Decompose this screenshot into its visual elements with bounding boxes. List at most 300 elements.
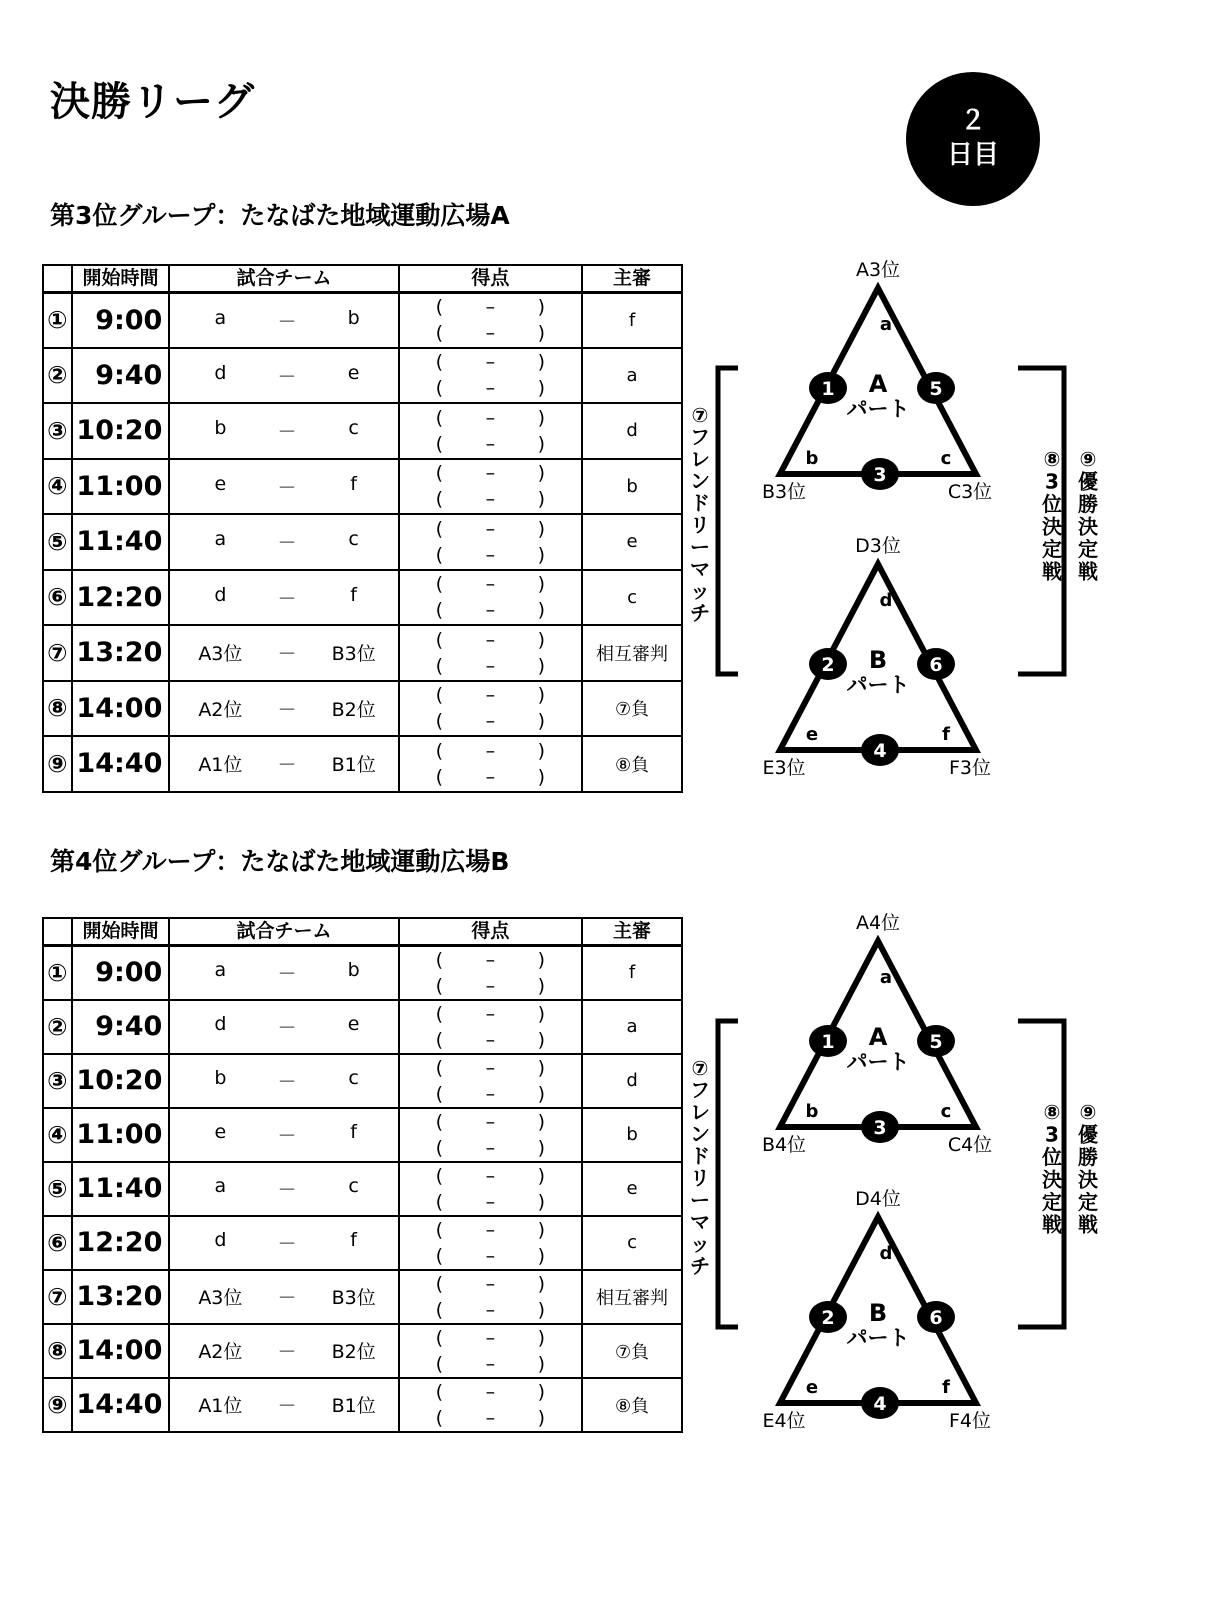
score-dash: –: [485, 1110, 496, 1133]
team-dash: －: [277, 754, 297, 777]
team-home: d: [214, 1229, 227, 1251]
score-line: [400, 320, 581, 346]
final-label-char: 決: [1078, 514, 1098, 539]
score-open-paren: (: [435, 462, 444, 485]
match-teams: [169, 1378, 398, 1432]
final-label-char: 定: [1078, 537, 1098, 561]
match-teams: [169, 403, 398, 459]
triangle-groups.1.diagram.part_b: [762, 1188, 991, 1432]
friendly-match-label-char: ⑦: [691, 1056, 709, 1080]
score-cell: [399, 459, 582, 515]
schedule-table-1: [42, 264, 683, 793]
score-dash: –: [485, 1244, 496, 1267]
score-cell: [399, 1108, 582, 1162]
score-close-paren: ): [537, 543, 546, 566]
score-cell: [399, 736, 582, 792]
friendly-match-label-char: フ: [690, 1078, 710, 1102]
part-letter: A: [868, 1023, 888, 1051]
score-dash: –: [485, 1164, 496, 1187]
header-referee: 主審: [582, 265, 682, 292]
score-open-paren: (: [435, 654, 444, 677]
score-line: [400, 682, 581, 708]
team-home: A3位: [198, 643, 243, 666]
team-away: B1位: [331, 754, 376, 777]
match-teams: [169, 1324, 398, 1378]
score-open-paren: (: [435, 1110, 444, 1133]
team-dash: －: [277, 1395, 297, 1417]
third-place-label-char: 決: [1042, 514, 1062, 539]
match-node-number: 3: [873, 464, 887, 486]
team-dash: －: [277, 532, 297, 555]
match-time: 9:00: [72, 292, 170, 348]
table-row: [43, 1162, 682, 1216]
score-line: [400, 349, 581, 375]
team-away: b: [347, 959, 360, 981]
table-row: [43, 1270, 682, 1324]
match-time: 14:00: [72, 681, 170, 737]
team-home: d: [214, 361, 227, 384]
team-away: B1位: [331, 1395, 376, 1417]
score-open-paren: (: [435, 974, 444, 997]
score-cell: [399, 1000, 582, 1054]
score-close-paren: ): [537, 1002, 546, 1025]
team-home: a: [214, 306, 227, 329]
team-dash: －: [277, 1071, 297, 1093]
score-open-paren: (: [435, 1164, 444, 1187]
part-letter: B: [868, 1299, 888, 1327]
bracket-diagram-2: [690, 912, 1120, 1455]
score-cell: [399, 403, 582, 459]
score-dash: –: [485, 1298, 496, 1321]
match-node-number: 4: [873, 1393, 887, 1415]
score-open-paren: (: [435, 543, 444, 566]
match-referee: d: [582, 1054, 682, 1108]
team-dash: －: [277, 310, 297, 333]
day-badge: [906, 72, 1040, 206]
part-letter: B: [868, 646, 888, 674]
team-away: f: [350, 1229, 357, 1251]
score-open-paren: (: [435, 1380, 444, 1403]
team-away: f: [350, 472, 357, 495]
score-close-paren: ): [537, 684, 546, 707]
match-node-number: 2: [821, 1307, 835, 1329]
score-cell: [399, 945, 582, 1000]
score-dash: –: [485, 296, 496, 318]
match-time: 13:20: [72, 1270, 170, 1324]
team-dash: －: [277, 698, 297, 721]
match-time: 14:00: [72, 1324, 170, 1378]
friendly-match-label-char: マ: [690, 557, 710, 581]
team-home: a: [214, 528, 227, 551]
score-open-paren: (: [435, 573, 444, 596]
score-line: [400, 1325, 581, 1351]
score-open-paren: (: [435, 517, 444, 540]
score-close-paren: ): [537, 1082, 546, 1105]
table-row: [43, 348, 682, 404]
table-row: [43, 403, 682, 459]
match-time: 14:40: [72, 736, 170, 792]
score-cell: [399, 1270, 582, 1324]
match-number: ⑦: [43, 1270, 72, 1324]
team-home: A3位: [198, 1287, 243, 1309]
match-time: 11:40: [72, 1162, 170, 1216]
score-cell: [399, 348, 582, 404]
score-line: [400, 1351, 581, 1377]
day-label: 日目: [946, 140, 999, 170]
score-close-paren: ): [537, 1136, 546, 1159]
match-number: ⑨: [43, 1378, 72, 1432]
team-away: c: [348, 1067, 359, 1089]
match-referee: 相互審判: [582, 1270, 682, 1324]
third-place-label-char: 定: [1042, 537, 1062, 561]
score-cell: [399, 1378, 582, 1432]
team-away: B3位: [331, 1287, 376, 1309]
score-close-paren: ): [537, 1056, 546, 1079]
friendly-match-label-char: ー: [690, 535, 710, 559]
match-node-number: 3: [873, 1117, 887, 1139]
match-number: ②: [43, 1000, 72, 1054]
team-dash: －: [277, 587, 297, 610]
match-referee: e: [582, 514, 682, 570]
score-close-paren: ): [537, 432, 546, 455]
team-label-left: E4位: [762, 1410, 806, 1432]
score-close-paren: ): [537, 1164, 546, 1187]
score-dash: –: [485, 765, 496, 788]
score-line: [400, 973, 581, 999]
team-home: e: [214, 472, 227, 495]
third-place-label-char: 戦: [1042, 1212, 1062, 1237]
edge-label: c: [940, 1101, 952, 1122]
score-close-paren: ): [537, 974, 546, 997]
triangle-groups.0.diagram.part_b: [762, 535, 991, 779]
match-number: ⑤: [43, 514, 72, 570]
score-dash: –: [485, 322, 496, 344]
edge-label: f: [942, 1377, 950, 1398]
match-teams: [169, 292, 398, 348]
score-line: [400, 1027, 581, 1053]
match-time: 9:40: [72, 348, 170, 404]
score-dash: –: [485, 739, 496, 762]
match-referee: ⑧負: [582, 1378, 682, 1432]
match-time: 9:40: [72, 1000, 170, 1054]
team-label-right: F3位: [948, 757, 992, 779]
final-label-char: ⑨: [1079, 1100, 1097, 1124]
friendly-match-label-char: チ: [690, 1254, 710, 1278]
match-referee: c: [582, 570, 682, 626]
score-open-paren: (: [435, 1272, 444, 1295]
score-cell: [399, 681, 582, 737]
friendly-match-label-char: ッ: [690, 579, 710, 603]
final-label-char: 定: [1078, 1190, 1098, 1214]
score-dash: –: [485, 1082, 496, 1105]
third-place-label-char: 戦: [1042, 559, 1062, 584]
score-cell: [399, 1324, 582, 1378]
score-open-paren: (: [435, 1028, 444, 1051]
match-time: 13:20: [72, 625, 170, 681]
score-line: [400, 764, 581, 790]
final-label-char: 戦: [1078, 1212, 1098, 1237]
header-score: 得点: [399, 265, 582, 292]
score-close-paren: ): [537, 488, 546, 511]
score-open-paren: (: [435, 599, 444, 622]
friendly-match-label-char: フ: [690, 425, 710, 449]
score-line: [400, 627, 581, 653]
edge-label: a: [879, 314, 893, 335]
score-line: [400, 947, 581, 973]
final-label-char: 戦: [1078, 559, 1098, 584]
score-dash: –: [485, 1352, 496, 1375]
score-line: [400, 1135, 581, 1161]
team-label-top: D4位: [855, 1188, 901, 1210]
score-close-paren: ): [537, 462, 546, 485]
score-open-paren: (: [435, 432, 444, 455]
score-open-paren: (: [435, 1244, 444, 1267]
team-dash: －: [277, 1017, 297, 1039]
final-label: [1078, 447, 1098, 584]
score-close-paren: ): [537, 1110, 546, 1133]
score-dash: –: [485, 543, 496, 566]
match-referee: ⑦負: [582, 1324, 682, 1378]
score-open-paren: (: [435, 1298, 444, 1321]
team-away: c: [348, 1175, 359, 1197]
score-close-paren: ): [537, 1298, 546, 1321]
match-teams: [169, 1108, 398, 1162]
header-teams: 試合チーム: [169, 918, 398, 945]
score-line: [400, 1055, 581, 1081]
score-close-paren: ): [537, 1028, 546, 1051]
match-time: 10:20: [72, 403, 170, 459]
score-open-paren: (: [435, 1352, 444, 1375]
group-title-1: 第3位グループ：たなばた地域運動広場A: [50, 201, 510, 230]
score-close-paren: ): [537, 765, 546, 788]
score-dash: –: [485, 517, 496, 540]
score-line: [400, 653, 581, 679]
team-home: a: [214, 959, 227, 981]
score-line: [400, 375, 581, 401]
match-referee: c: [582, 1216, 682, 1270]
score-line: [400, 542, 581, 568]
score-close-paren: ): [537, 654, 546, 677]
score-dash: –: [485, 1002, 496, 1025]
team-home: A2位: [198, 1341, 243, 1363]
score-dash: –: [485, 684, 496, 707]
team-label-top: D3位: [855, 535, 901, 557]
team-label-top: A4位: [855, 912, 901, 934]
score-line: [400, 1271, 581, 1297]
table-header-row: [43, 265, 682, 292]
final-label-char: 勝: [1078, 1145, 1098, 1169]
team-home: A1位: [198, 1395, 243, 1417]
score-open-paren: (: [435, 351, 444, 374]
team-away: B3位: [331, 643, 376, 666]
team-dash: －: [277, 1233, 297, 1255]
score-dash: –: [485, 1380, 496, 1403]
table-row: [43, 1324, 682, 1378]
team-home: A2位: [198, 698, 243, 721]
match-node-number: 6: [929, 654, 943, 676]
edge-label: d: [879, 1243, 893, 1264]
score-line: [400, 1001, 581, 1027]
score-line: [400, 431, 581, 457]
score-line: [400, 294, 581, 320]
match-number: ②: [43, 348, 72, 404]
team-away: B2位: [331, 698, 376, 721]
score-dash: –: [485, 654, 496, 677]
table-row: [43, 625, 682, 681]
score-close-paren: ): [537, 377, 546, 400]
edge-label: a: [879, 967, 893, 988]
score-line: [400, 1405, 581, 1431]
team-dash: －: [277, 1179, 297, 1201]
score-dash: –: [485, 710, 496, 733]
score-cell: [399, 570, 582, 626]
edge-label: b: [805, 448, 819, 469]
score-close-paren: ): [537, 1406, 546, 1429]
score-open-paren: (: [435, 1136, 444, 1159]
score-line: [400, 708, 581, 734]
score-close-paren: ): [537, 517, 546, 540]
match-node-number: 4: [873, 740, 887, 762]
score-open-paren: (: [435, 628, 444, 651]
score-line: [400, 1243, 581, 1269]
team-dash: －: [277, 963, 297, 985]
team-home: d: [214, 583, 227, 606]
score-line: [400, 1217, 581, 1243]
match-time: 11:00: [72, 1108, 170, 1162]
match-number: ①: [43, 945, 72, 1000]
score-close-paren: ): [537, 322, 546, 344]
part-word: パート: [846, 1050, 910, 1074]
team-away: e: [347, 361, 360, 384]
table-row: [43, 292, 682, 348]
score-close-paren: ): [537, 1244, 546, 1267]
final-label-char: 優: [1078, 469, 1098, 494]
score-line: [400, 1379, 581, 1405]
score-dash: –: [485, 1218, 496, 1241]
match-referee: a: [582, 348, 682, 404]
score-open-paren: (: [435, 377, 444, 400]
part-word: パート: [846, 673, 910, 697]
team-away: e: [347, 1013, 360, 1035]
match-teams: [169, 1162, 398, 1216]
left-bracket: [718, 1021, 738, 1327]
friendly-match-label-char: ド: [690, 1144, 710, 1168]
team-dash: －: [277, 1287, 297, 1309]
third-place-label-char: 位: [1042, 492, 1062, 516]
score-line: [400, 1297, 581, 1323]
edge-label: c: [940, 448, 952, 469]
match-teams: [169, 945, 398, 1000]
third-place-label: [1042, 447, 1062, 584]
header-score: 得点: [399, 918, 582, 945]
match-node-number: 1: [821, 378, 835, 400]
score-open-paren: (: [435, 296, 444, 318]
match-teams: [169, 625, 398, 681]
match-referee: f: [582, 945, 682, 1000]
match-number: ③: [43, 1054, 72, 1108]
score-line: [400, 571, 581, 597]
match-teams: [169, 570, 398, 626]
match-referee: b: [582, 459, 682, 515]
day-number: ２: [959, 106, 986, 136]
score-close-paren: ): [537, 599, 546, 622]
match-number: ③: [43, 403, 72, 459]
score-line: [400, 1081, 581, 1107]
final-label: [1078, 1100, 1098, 1237]
match-number: ⑥: [43, 1216, 72, 1270]
score-dash: –: [485, 628, 496, 651]
header-no: [43, 918, 72, 945]
score-dash: –: [485, 573, 496, 596]
score-close-paren: ): [537, 1190, 546, 1213]
third-place-label-char: 決: [1042, 1167, 1062, 1192]
triangle-groups.1.diagram.part_a: [762, 912, 992, 1156]
match-number: ⑤: [43, 1162, 72, 1216]
score-dash: –: [485, 432, 496, 455]
team-dash: －: [277, 643, 297, 666]
third-place-label-char: ⑧: [1043, 447, 1061, 471]
match-time: 12:20: [72, 1216, 170, 1270]
third-place-label-char: 定: [1042, 1190, 1062, 1214]
score-dash: –: [485, 1028, 496, 1051]
score-open-paren: (: [435, 406, 444, 429]
team-away: B2位: [331, 1341, 376, 1363]
edge-label: f: [942, 724, 950, 745]
score-cell: [399, 1162, 582, 1216]
score-line: [400, 460, 581, 486]
match-referee: f: [582, 292, 682, 348]
score-close-paren: ): [537, 710, 546, 733]
score-cell: [399, 1054, 582, 1108]
score-close-paren: ): [537, 1380, 546, 1403]
team-home: a: [214, 1175, 227, 1197]
left-bracket: [718, 368, 738, 674]
score-open-paren: (: [435, 710, 444, 733]
score-close-paren: ): [537, 1326, 546, 1349]
score-line: [400, 738, 581, 764]
match-node-number: 2: [821, 654, 835, 676]
match-teams: [169, 1216, 398, 1270]
team-label-left: B3位: [761, 481, 807, 503]
score-dash: –: [485, 1190, 496, 1213]
team-home: d: [214, 1013, 227, 1035]
score-open-paren: (: [435, 488, 444, 511]
team-home: A1位: [198, 754, 243, 777]
match-referee: a: [582, 1000, 682, 1054]
score-line: [400, 1189, 581, 1215]
score-open-paren: (: [435, 1082, 444, 1105]
table-row: [43, 1378, 682, 1432]
match-teams: [169, 681, 398, 737]
part-letter: A: [868, 370, 888, 398]
final-label-char: 決: [1078, 1167, 1098, 1192]
score-dash: –: [485, 1326, 496, 1349]
score-dash: –: [485, 488, 496, 511]
score-dash: –: [485, 1406, 496, 1429]
match-referee: ⑧負: [582, 736, 682, 792]
friendly-match-label-char: ッ: [690, 1232, 710, 1256]
match-referee: e: [582, 1162, 682, 1216]
match-teams: [169, 514, 398, 570]
score-open-paren: (: [435, 322, 444, 344]
friendly-match-label-char: リ: [690, 513, 710, 537]
table-row: [43, 1108, 682, 1162]
team-away: f: [350, 1121, 357, 1143]
friendly-match-label-char: ン: [690, 469, 710, 493]
score-cell: [399, 514, 582, 570]
score-dash: –: [485, 599, 496, 622]
match-referee: b: [582, 1108, 682, 1162]
